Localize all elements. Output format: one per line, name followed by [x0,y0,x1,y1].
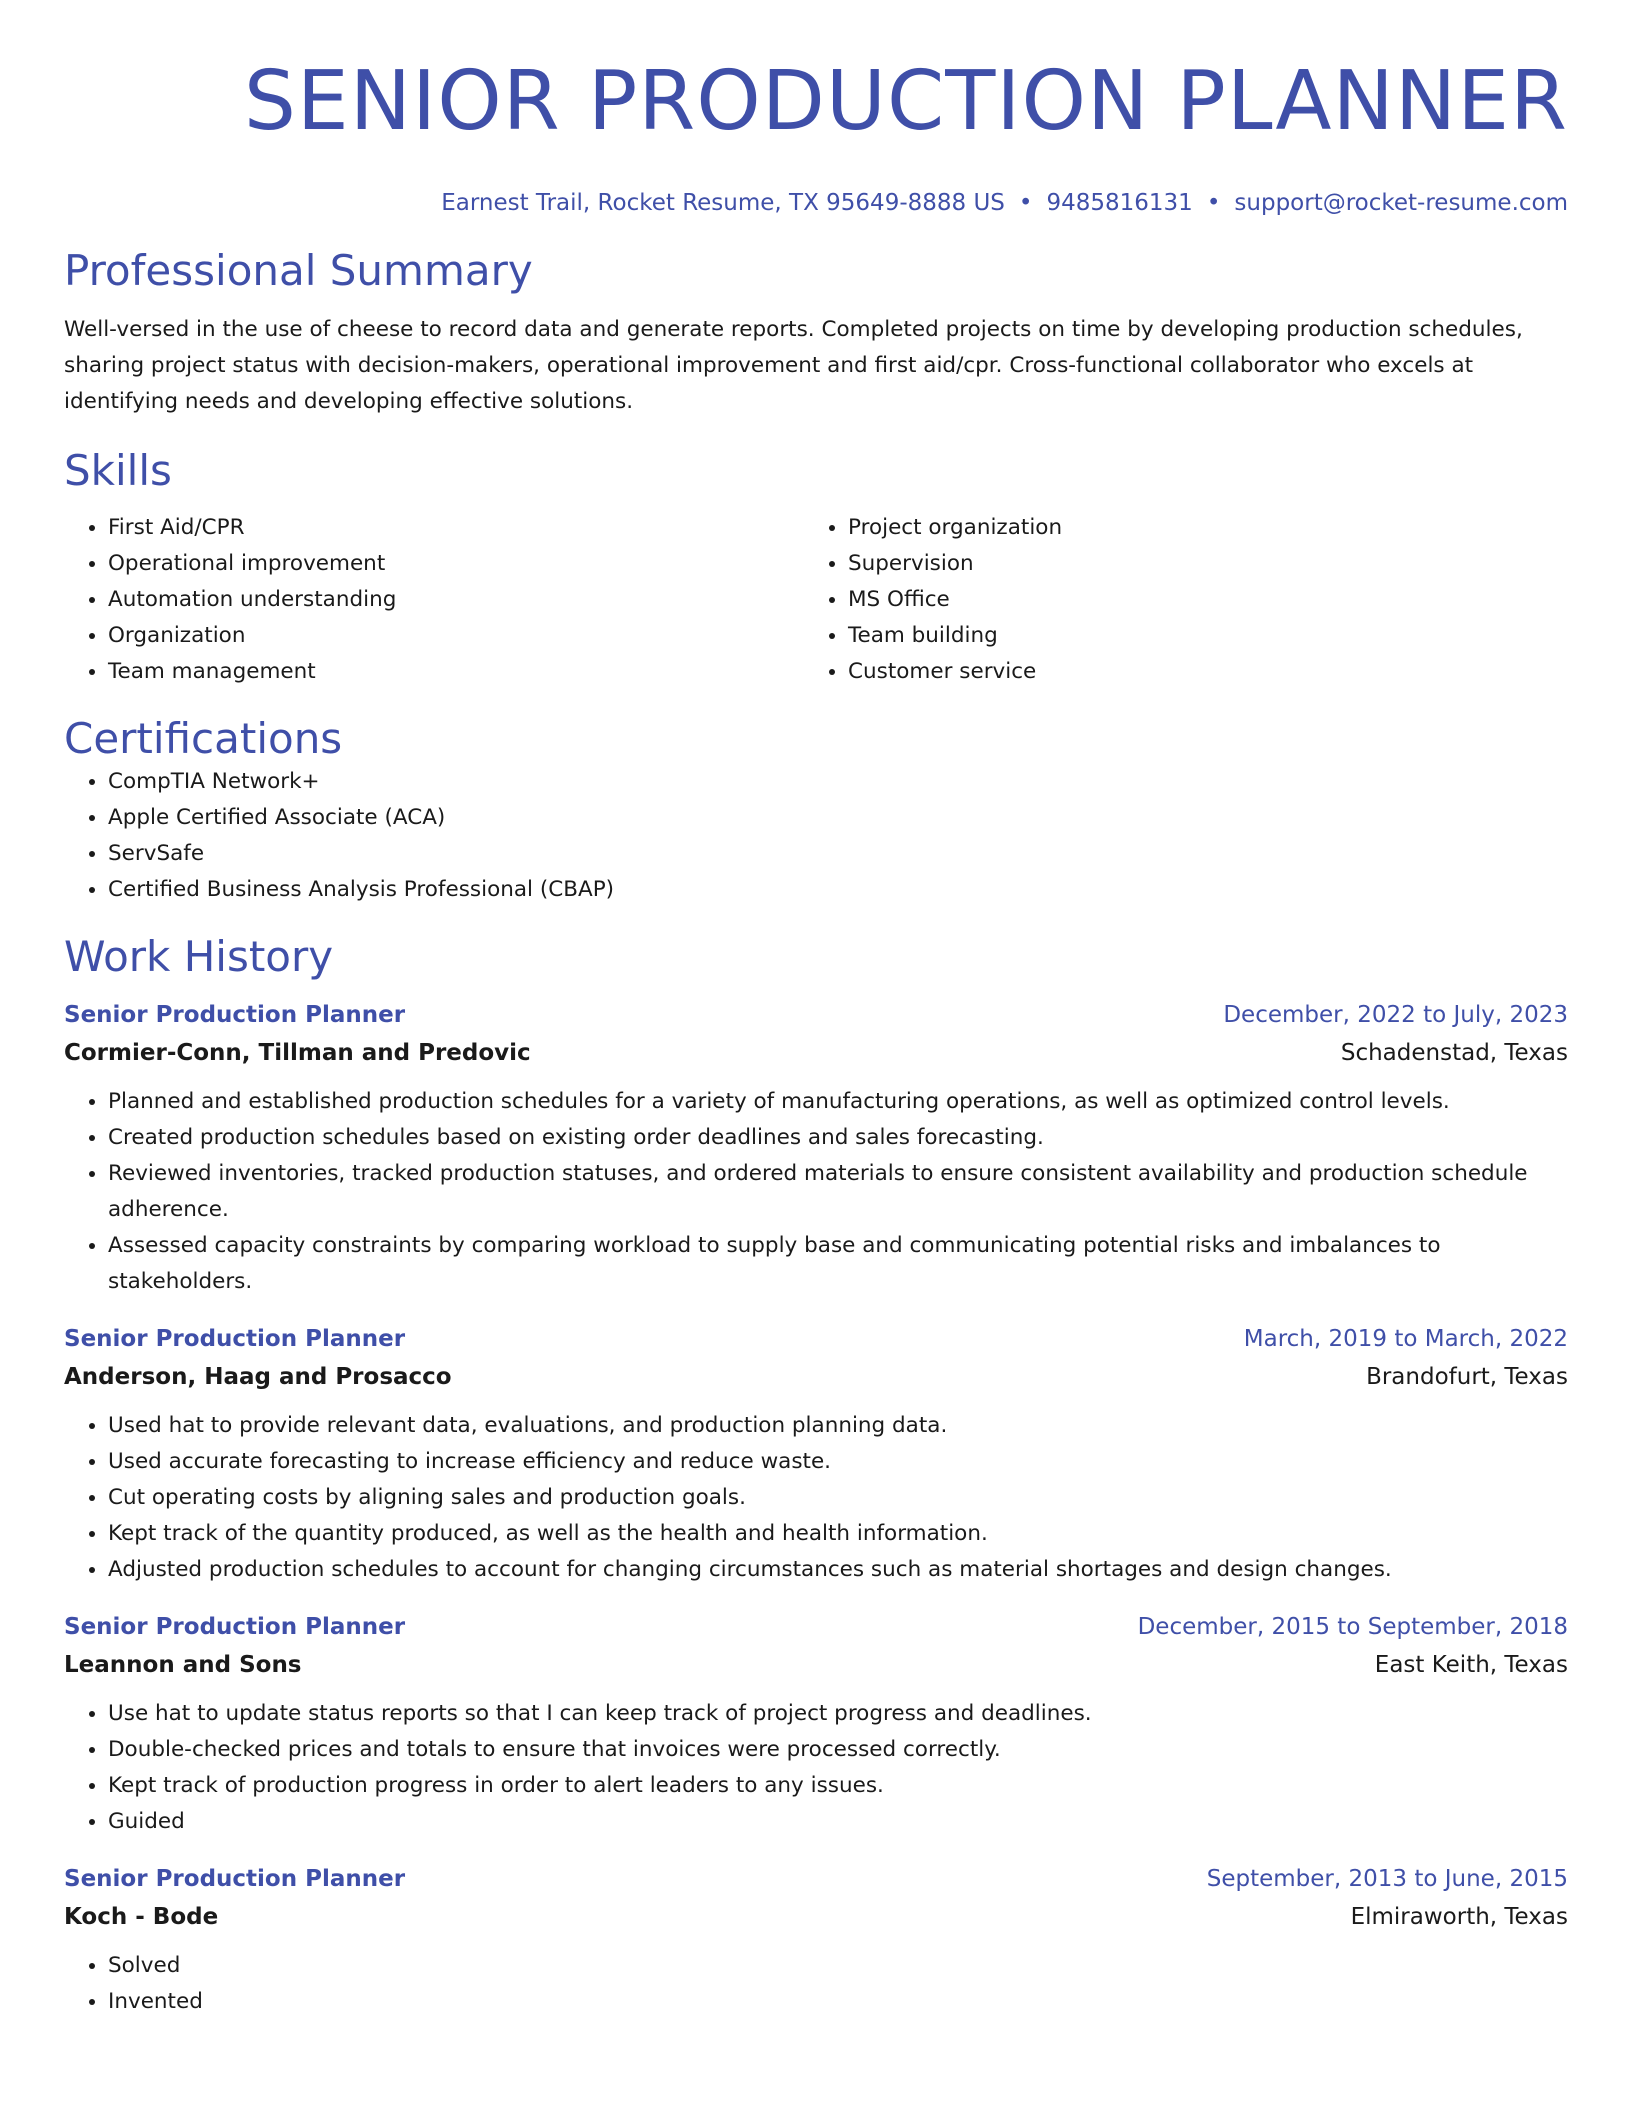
job-bullet: • Cut operating costs by aligning sales and production goals. [108,1480,1568,1516]
job-bullet: • Kept track of the quantity produced, as well as the health and health information. [108,1516,1568,1552]
contact-email[interactable]: support@rocket-resume.com [1234,190,1568,216]
job-bullet: • Invented [108,1984,1568,2020]
skills-list-left [64,510,804,690]
job-bullet: • Adjusted production schedules to account for changing circumstances such as material shortages and design changes. [108,1552,1568,1588]
job-company-row [64,1646,1568,1684]
skills-column-right [804,510,1544,690]
skill-item: • Operational improvement [108,546,804,582]
skills-heading: Skills [64,446,172,495]
job-header-row [64,1608,1568,1646]
job-location: East Keith, Texas [1374,1652,1568,1678]
job-bullet: • Created production schedules based on existing order deadlines and sales forecasting. [108,1120,1568,1156]
job-location: Schadenstad, Texas [1340,1040,1568,1066]
certification-item: • Apple Certified Associate (ACA) [108,800,1568,836]
certification-item: • Certified Business Analysis Professional (CBAP) [108,872,1568,908]
job-bullets [64,1408,1568,1588]
job-role: Senior Production Planner [64,1002,406,1028]
job-role: Senior Production Planner [64,1866,406,1892]
job-bullet: • Double-checked prices and totals to ensure that invoices were processed correctly. [108,1732,1568,1768]
certifications-list [64,764,1568,908]
contact-address: Earnest Trail, Rocket Resume, TX 95649-8888 US [441,190,1005,216]
job-bullet: • Used accurate forecasting to increase efficiency and reduce waste. [108,1444,1568,1480]
skill-item: • Team building [848,618,1544,654]
job-entry [64,1860,1568,2020]
job-entry [64,996,1568,1300]
skills-columns [64,510,1568,690]
skills-column-left [64,510,804,690]
job-company: Koch - Bode [64,1904,219,1930]
contact-separator: • [1018,190,1033,216]
skill-item: • Supervision [848,546,1544,582]
job-company-row [64,1034,1568,1072]
skill-item: • Organization [108,618,804,654]
job-dates: September, 2013 to June, 2015 [1206,1866,1568,1892]
job-entry [64,1608,1568,1840]
job-company: Anderson, Haag and Prosacco [64,1364,452,1390]
job-dates: December, 2022 to July, 2023 [1223,1002,1568,1028]
summary-heading: Professional Summary [64,246,533,295]
job-bullets [64,1696,1568,1840]
job-bullet: • Kept track of production progress in order to alert leaders to any issues. [108,1768,1568,1804]
job-company: Cormier-Conn, Tillman and Predovic [64,1040,531,1066]
job-company: Leannon and Sons [64,1652,302,1678]
job-bullet: • Use hat to update status reports so that I can keep track of project progress and deadlines. [108,1696,1568,1732]
job-dates: December, 2015 to September, 2018 [1137,1614,1568,1640]
job-bullet: • Assessed capacity constraints by comparing workload to supply base and communicating potential risks and imbalances to stakeholders. [108,1228,1568,1300]
job-bullet: • Solved [108,1948,1568,1984]
resume-title: SENIOR PRODUCTION PLANNER [243,54,1568,149]
job-entry [64,1320,1568,1588]
summary-text: Well-versed in the use of cheese to record data and generate reports. Completed projects on time by developing production schedules, sharing project status with decision-makers, operational improvement and first aid/cpr. Cross-functional collaborator who excels at identifying needs and developing effective solutions. [64,317,1523,414]
job-bullet: • Reviewed inventories, tracked production statuses, and ordered materials to ensure consistent availability and production schedule adherence. [108,1156,1568,1228]
certification-item: • CompTIA Network+ [108,764,1568,800]
job-bullet: • Used hat to provide relevant data, evaluations, and production planning data. [108,1408,1568,1444]
skill-item: • Customer service [848,654,1544,690]
work-history-heading: Work History [64,932,334,981]
job-bullet: • Planned and established production schedules for a variety of manufacturing operations, as well as optimized control levels. [108,1084,1568,1120]
certification-item: • ServSafe [108,836,1568,872]
skill-item: • Team management [108,654,804,690]
job-role: Senior Production Planner [64,1614,406,1640]
job-header-row [64,1320,1568,1358]
job-location: Elmiraworth, Texas [1350,1904,1568,1930]
job-company-row [64,1358,1568,1396]
job-location: Brandofurt, Texas [1366,1364,1568,1390]
job-header-row [64,1860,1568,1898]
contact-phone[interactable]: 9485816131 [1046,190,1193,216]
job-dates: March, 2019 to March, 2022 [1243,1326,1568,1352]
contact-line [64,188,1568,218]
job-bullets [64,1948,1568,2020]
skill-item: • MS Office [848,582,1544,618]
skills-list-right [804,510,1544,690]
skill-item: • Automation understanding [108,582,804,618]
job-header-row [64,996,1568,1034]
job-role: Senior Production Planner [64,1326,406,1352]
skill-item: • Project organization [848,510,1544,546]
certifications-heading: Certifications [64,714,343,763]
skill-item: • First Aid/CPR [108,510,804,546]
job-bullet: • Guided [108,1804,1568,1840]
contact-separator: • [1206,190,1221,216]
job-bullets [64,1084,1568,1300]
job-company-row [64,1898,1568,1936]
